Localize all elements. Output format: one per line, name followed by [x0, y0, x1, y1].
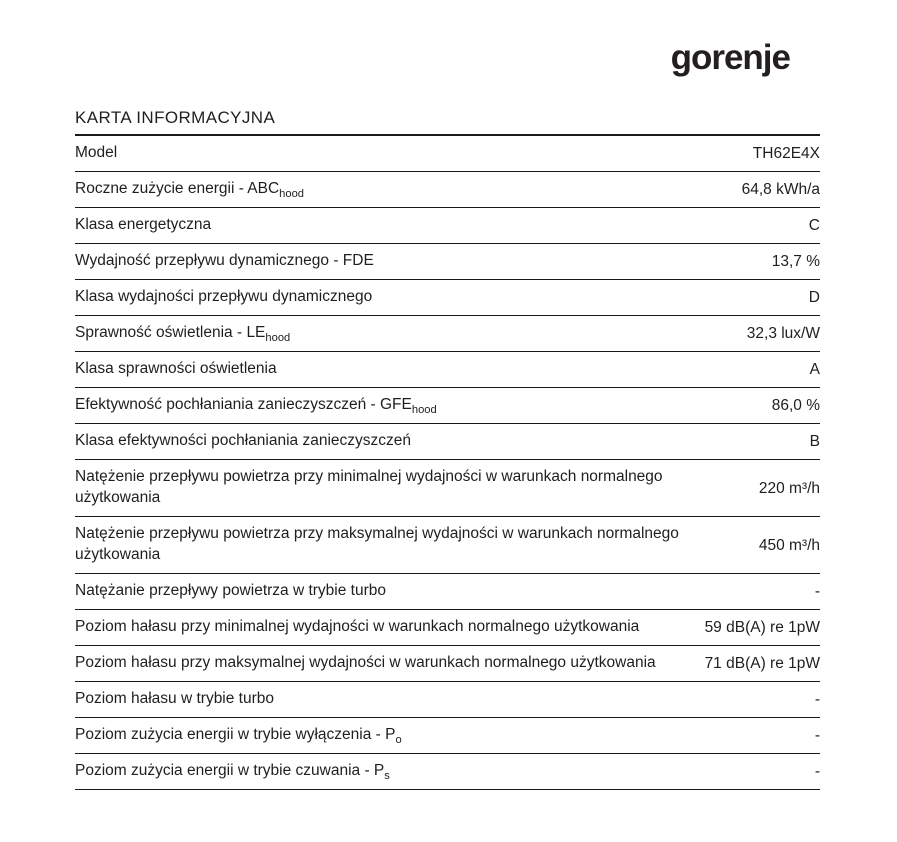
- row-label: [75, 394, 437, 417]
- table-row: [75, 646, 820, 682]
- gorenje-logo: gorenje: [670, 38, 790, 77]
- row-label: [75, 214, 211, 237]
- table-row: [75, 316, 820, 352]
- page-title: KARTA INFORMACYJNA: [75, 108, 820, 136]
- row-label-text: Poziom zużycia energii w trybie czuwania - P: [75, 762, 385, 779]
- information-card: [75, 108, 820, 790]
- row-label-text: Natężenie przepływu powietrza przy maksymalnej wydajności w warunkach normalnego użytkowania: [75, 525, 679, 563]
- row-value: -: [814, 583, 820, 600]
- row-label: [75, 142, 117, 165]
- row-value: 450 m³/h: [758, 536, 820, 554]
- table-row: [75, 574, 820, 610]
- row-label: [75, 322, 290, 345]
- row-value: -: [814, 763, 820, 780]
- row-label-text: Natężanie przepływy powietrza w trybie turbo: [75, 582, 386, 599]
- row-value: -: [814, 727, 820, 744]
- row-label-text: Klasa wydajności przepływu dynamicznego: [75, 288, 373, 305]
- row-label: [75, 430, 411, 453]
- table-row: [75, 136, 820, 172]
- row-value: 86,0 %: [771, 397, 820, 414]
- table-row: [75, 424, 820, 460]
- table-row: [75, 280, 820, 316]
- table-row: [75, 388, 820, 424]
- row-label: [75, 523, 680, 567]
- table-row: [75, 244, 820, 280]
- row-label-text: Poziom hałasu przy maksymalnej wydajności w warunkach normalnego użytkowania: [75, 654, 656, 671]
- table-row: [75, 754, 820, 790]
- row-value: -: [814, 691, 820, 708]
- row-value: D: [808, 289, 820, 306]
- row-value: 32,3 lux/W: [746, 325, 820, 342]
- row-label: [75, 760, 390, 783]
- table-row: [75, 352, 820, 388]
- row-value: 64,8 kWh/a: [741, 181, 820, 198]
- header: [0, 0, 897, 84]
- row-label-subscript: hood: [265, 332, 291, 344]
- table-row: [75, 172, 820, 208]
- row-label: [75, 724, 402, 747]
- table-row: [75, 610, 820, 646]
- table-row: [75, 517, 820, 574]
- table-row: [75, 718, 820, 754]
- row-label: [75, 688, 274, 711]
- row-label-text: Efektywność pochłaniania zanieczyszczeń - GFE: [75, 396, 412, 413]
- row-label: [75, 358, 277, 381]
- row-label-text: Poziom hałasu przy minimalnej wydajności w warunkach normalnego użytkowania: [75, 618, 640, 635]
- row-label-text: Roczne zużycie energii - ABC: [75, 180, 280, 197]
- row-label-text: Klasa energetyczna: [75, 216, 212, 233]
- row-label: [75, 616, 639, 639]
- table-row: [75, 208, 820, 244]
- row-label-text: Klasa efektywności pochłaniania zanieczyszczeń: [75, 432, 412, 449]
- row-label-subscript: s: [384, 770, 390, 782]
- row-value: C: [808, 217, 820, 234]
- row-value: B: [809, 433, 820, 450]
- row-label: [75, 286, 372, 309]
- row-label: [75, 580, 386, 603]
- row-label-subscript: hood: [411, 404, 437, 416]
- row-value: TH62E4X: [752, 145, 820, 162]
- row-label: [75, 466, 680, 510]
- row-label: [75, 250, 374, 273]
- row-label-text: Wydajność przepływu dynamicznego - FDE: [75, 252, 374, 269]
- row-value: A: [809, 361, 820, 378]
- row-label-text: Klasa sprawności oświetlenia: [75, 360, 277, 377]
- row-value: 71 dB(A) re 1pW: [704, 655, 820, 672]
- row-label: [75, 178, 304, 201]
- row-label: [75, 652, 656, 675]
- row-label-subscript: hood: [279, 188, 304, 200]
- row-label-text: Sprawność oświetlenia - LE: [75, 324, 266, 341]
- spec-table: [75, 136, 820, 790]
- row-value: 59 dB(A) re 1pW: [704, 619, 820, 636]
- row-value: 220 m³/h: [758, 479, 820, 497]
- row-label-text: Natężenie przepływu powietrza przy minimalnej wydajności w warunkach normalnego użytkowania: [75, 468, 663, 506]
- row-value: 13,7 %: [771, 253, 820, 270]
- row-label-text: Poziom hałasu w trybie turbo: [75, 690, 275, 707]
- row-label-subscript: o: [395, 734, 402, 746]
- row-label-text: Poziom zużycia energii w trybie wyłączenia - P: [75, 726, 396, 743]
- table-row: [75, 460, 820, 517]
- row-label-text: Model: [75, 144, 118, 161]
- table-row: [75, 682, 820, 718]
